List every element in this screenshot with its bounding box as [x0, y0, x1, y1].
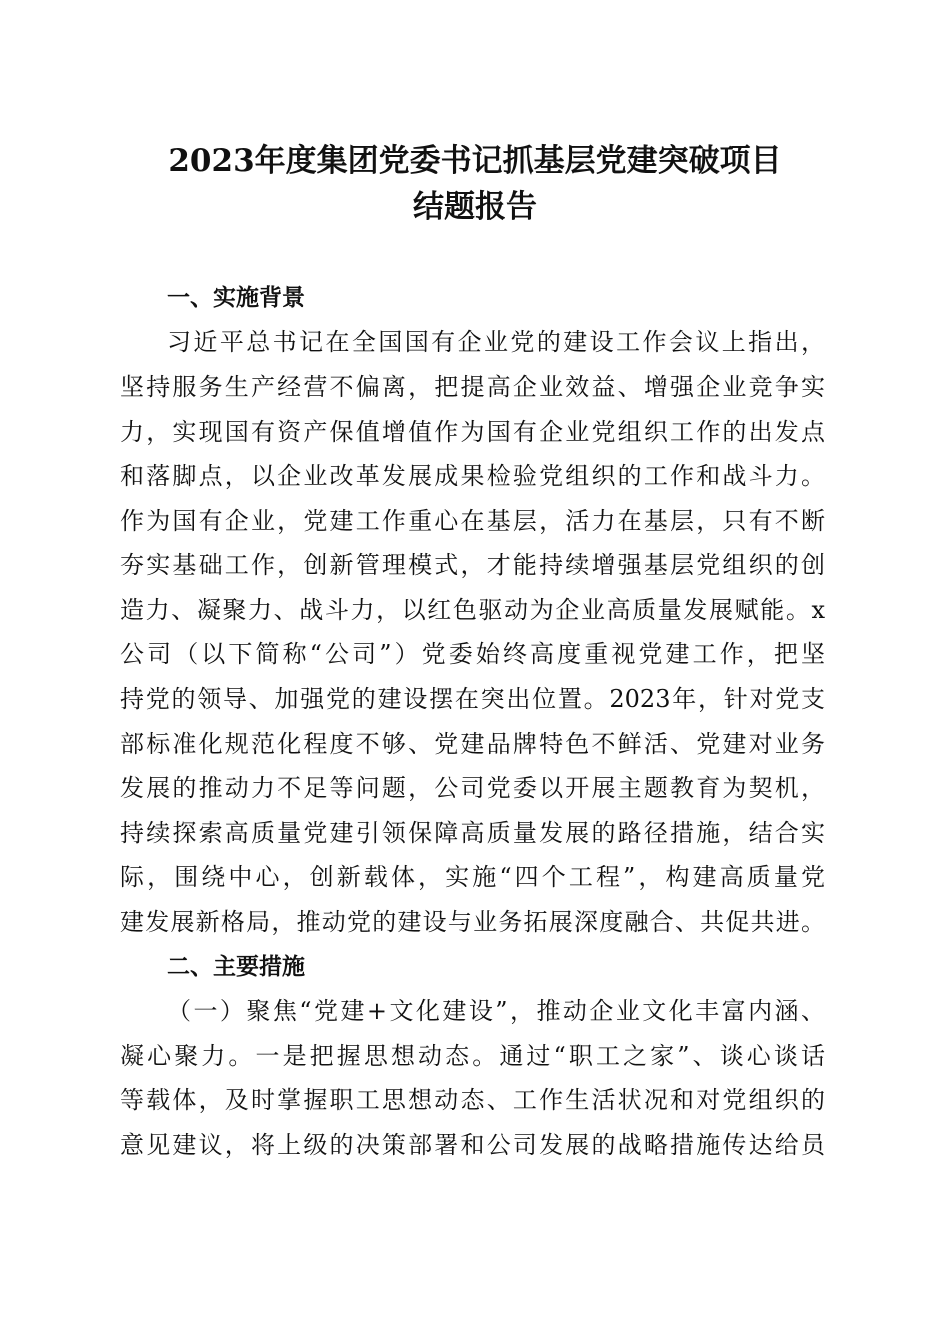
paragraph-line: 持党的领导、加强党的建设摆在突出位置。2023年，针对党支 [120, 685, 825, 713]
paragraph-line: 凝心聚力。一是把握思想动态。通过“职工之家”、谈心谈话 [120, 1042, 825, 1070]
paragraph-line: 夯实基础工作，创新管理模式，才能持续增强基层党组织的创 [120, 551, 825, 579]
paragraph-line: 际，围绕中心，创新载体，实施“四个工程”，构建高质量党 [120, 863, 825, 891]
paragraph-line: 持续探索高质量党建引领保障高质量发展的路径措施，结合实 [120, 819, 825, 847]
section-2-heading: 二、主要措施 [167, 954, 305, 980]
paragraph-line: 部标准化规范化程度不够、党建品牌特色不鲜活、党建对业务 [120, 730, 825, 758]
paragraph-line: 坚持服务生产经营不偏离，把提高企业效益、增强企业竞争实 [120, 373, 825, 401]
paragraph-line: 和落脚点，以企业改革发展成果检验党组织的工作和战斗力。 [120, 462, 825, 490]
paragraph-line: 作为国有企业，党建工作重心在基层，活力在基层，只有不断 [120, 507, 825, 535]
paragraph-line: （一）聚焦“党建+文化建设”，推动企业文化丰富内涵、 [167, 997, 825, 1025]
paragraph-line: 公司（以下简称“公司”）党委始终高度重视党建工作，把坚 [120, 640, 825, 668]
document-title-line-1: 2023年度集团党委书记抓基层党建突破项目 [168, 143, 782, 179]
paragraph-line: 习近平总书记在全国国有企业党的建设工作会议上指出， [167, 328, 825, 356]
paragraph-line: 等载体，及时掌握职工思想动态、工作生活状况和对党组织的 [120, 1086, 825, 1114]
paragraph-line: 发展的推动力不足等问题，公司党委以开展主题教育为契机， [120, 774, 825, 802]
paragraph-line: 意见建议，将上级的决策部署和公司发展的战略措施传达给员 [120, 1131, 825, 1159]
document-title-line-2: 结题报告 [413, 189, 537, 225]
paragraph-line: 建发展新格局，推动党的建设与业务拓展深度融合、共促共进。 [120, 908, 825, 936]
paragraph-line: 力，实现国有资产保值增值作为国有企业党组织工作的出发点 [120, 418, 825, 446]
paragraph-line: 造力、凝聚力、战斗力，以红色驱动为企业高质量发展赋能。x [120, 596, 825, 624]
section-1-heading: 一、实施背景 [167, 285, 305, 311]
